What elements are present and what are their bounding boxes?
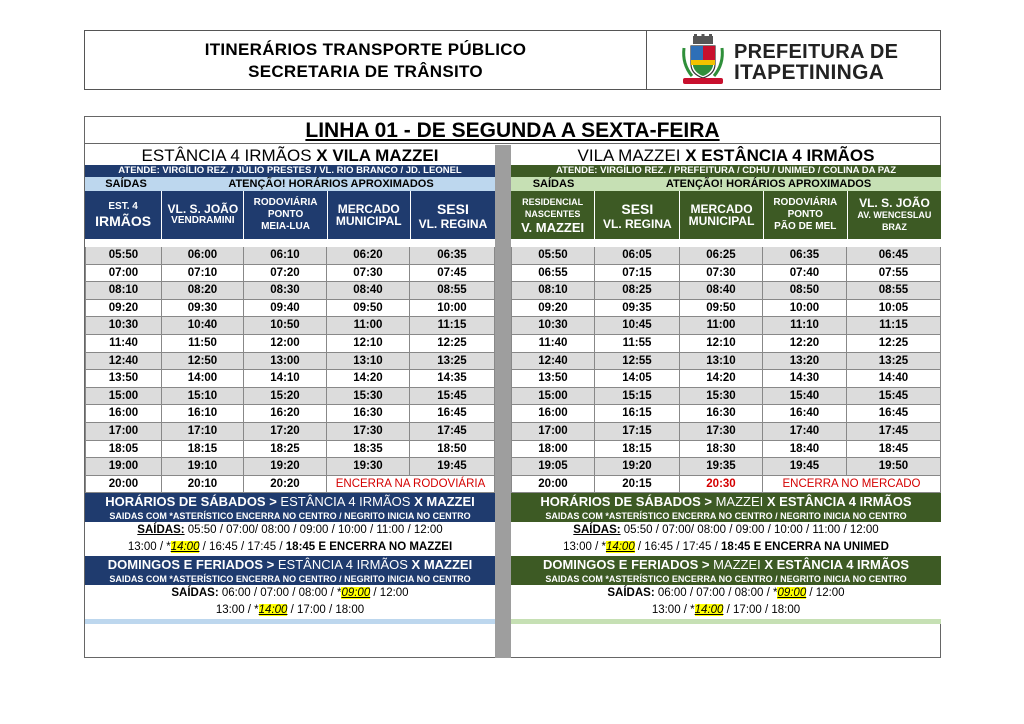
table-cell: 14:10 bbox=[244, 370, 327, 388]
table-cell: 12:40 bbox=[511, 353, 595, 371]
table-cell: 10:30 bbox=[511, 317, 595, 335]
table-cell: 12:40 bbox=[85, 353, 162, 371]
table-cell: 16:45 bbox=[410, 405, 495, 423]
col-header-3 bbox=[244, 191, 327, 239]
table-cell: 14:20 bbox=[327, 370, 410, 388]
table-cell: 16:30 bbox=[680, 405, 763, 423]
sunday-times-1a: 06:00 / 07:00 / 08:00 / * bbox=[218, 587, 342, 600]
route-origin: ESTÂNCIA 4 IRMÃOS bbox=[141, 146, 317, 165]
highlighted-time: 14:00 bbox=[605, 541, 635, 554]
col-header-text: RODOVIÁRIA bbox=[253, 197, 318, 208]
table-cell: 15:45 bbox=[847, 388, 941, 406]
saturday-times-2a: 13:00 / * bbox=[563, 541, 606, 554]
saturday-times-2a: 13:00 / * bbox=[127, 541, 171, 554]
table-cell: 11:55 bbox=[595, 335, 680, 353]
saturday-line-1 bbox=[85, 522, 495, 539]
panel-mazzei-to-estancia bbox=[511, 145, 941, 658]
saturday-title-c: X ESTÂNCIA 4 IRMÃOS bbox=[766, 494, 912, 510]
table-cell: 17:20 bbox=[244, 423, 327, 441]
col-header-text: MERCADO bbox=[337, 202, 400, 216]
table-cell: 17:45 bbox=[410, 423, 495, 441]
table-cell: 07:45 bbox=[410, 265, 495, 283]
saturday-banner bbox=[511, 493, 941, 522]
saturday-banner bbox=[85, 493, 495, 522]
table-cell: 10:05 bbox=[847, 300, 941, 318]
table-row bbox=[511, 405, 941, 423]
col-header-text: VENDRAMINI bbox=[171, 215, 235, 226]
header-line-1: ITINERÁRIOS TRANSPORTE PÚBLICO bbox=[204, 40, 527, 59]
table-cell: 12:10 bbox=[680, 335, 763, 353]
table-row bbox=[511, 423, 941, 441]
col-header-5 bbox=[411, 191, 495, 239]
table-cell: 07:20 bbox=[244, 265, 327, 283]
column-headers bbox=[511, 191, 941, 239]
table-row bbox=[511, 458, 941, 476]
table-cell: 08:40 bbox=[327, 282, 410, 300]
table-row bbox=[85, 370, 495, 388]
table-cell: 15:20 bbox=[244, 388, 327, 406]
sunday-title-a: DOMINGOS E FERIADOS > bbox=[542, 557, 714, 573]
table-cell: 15:30 bbox=[327, 388, 410, 406]
prefeitura-logo-block bbox=[648, 31, 940, 89]
table-cell: 19:50 bbox=[847, 458, 941, 476]
table-cell: 08:25 bbox=[595, 282, 680, 300]
table-cell: 05:50 bbox=[85, 247, 162, 265]
table-cell: 18:00 bbox=[511, 441, 595, 459]
table-cell: 17:00 bbox=[511, 423, 595, 441]
table-cell: 09:50 bbox=[327, 300, 410, 318]
table-cell: 14:05 bbox=[595, 370, 680, 388]
table-cell: 11:15 bbox=[410, 317, 495, 335]
saturday-title-c: X MAZZEI bbox=[414, 494, 475, 510]
table-cell: 12:50 bbox=[162, 353, 244, 371]
saidas-label: SAÍDAS: bbox=[607, 587, 655, 600]
table-cell: 18:45 bbox=[847, 441, 941, 459]
sunday-title bbox=[511, 556, 941, 574]
table-cell: 12:25 bbox=[847, 335, 941, 353]
sunday-times-2a: 13:00 / * bbox=[651, 604, 695, 617]
table-cell: 14:35 bbox=[410, 370, 495, 388]
table-row bbox=[85, 282, 495, 300]
table-cell: 17:00 bbox=[85, 423, 162, 441]
col-header-text: PÃO DE MEL bbox=[774, 221, 837, 232]
sunday-title-b: ESTÂNCIA 4 IRMÃOS bbox=[277, 557, 412, 573]
table-row bbox=[85, 388, 495, 406]
table-cell: 10:40 bbox=[162, 317, 244, 335]
line-title bbox=[84, 116, 941, 144]
table-cell: 18:50 bbox=[410, 441, 495, 459]
table-cell: 14:20 bbox=[680, 370, 763, 388]
table-cell: 16:45 bbox=[847, 405, 941, 423]
table-row bbox=[511, 282, 941, 300]
saidas-label: SAÍDAS bbox=[532, 178, 575, 190]
route-x: X bbox=[316, 146, 333, 165]
table-cell: 06:45 bbox=[847, 247, 941, 265]
table-cell: 19:45 bbox=[763, 458, 847, 476]
table-cell: 12:10 bbox=[327, 335, 410, 353]
table-cell: 15:10 bbox=[162, 388, 244, 406]
table-row bbox=[511, 370, 941, 388]
atencao-label: ATENÇÃO! HORÁRIOS APROXIMADOS bbox=[665, 178, 872, 190]
sunday-title-c: X ESTÂNCIA 4 IRMÃOS bbox=[764, 557, 910, 573]
col-header-text: VL. S. JOÃO bbox=[859, 196, 930, 210]
table-cell: 13:25 bbox=[847, 353, 941, 371]
table-row bbox=[85, 300, 495, 318]
table-cell: 09:20 bbox=[85, 300, 162, 318]
table-cell: 20:10 bbox=[162, 476, 244, 494]
saturday-last-departure: 18:45 E ENCERRA NA UNIMED bbox=[721, 541, 889, 554]
saturday-line-2 bbox=[511, 539, 941, 556]
saturday-times-2b: / 16:45 / 17:45 / bbox=[199, 541, 286, 554]
highlighted-time: 09:00 bbox=[777, 587, 807, 600]
saturday-title-a: HORÁRIOS DE SÁBADOS > bbox=[105, 494, 281, 510]
atencao-label: ATENÇÃO! HORÁRIOS APROXIMADOS bbox=[228, 178, 434, 190]
table-cell: 15:30 bbox=[680, 388, 763, 406]
sunday-times-1b: / 12:00 bbox=[806, 587, 845, 600]
city-crest-icon bbox=[680, 34, 726, 86]
saturday-title-b: MAZZEI bbox=[715, 494, 767, 510]
table-cell: 06:20 bbox=[327, 247, 410, 265]
table-cell: 08:10 bbox=[511, 282, 595, 300]
col-header-2 bbox=[595, 191, 680, 239]
table-cell: 11:00 bbox=[680, 317, 763, 335]
table-cell: 05:50 bbox=[511, 247, 595, 265]
panel-footer bbox=[85, 619, 495, 624]
table-row bbox=[511, 335, 941, 353]
sunday-line-2 bbox=[85, 602, 495, 619]
table-cell: 08:30 bbox=[244, 282, 327, 300]
table-cell: 20:15 bbox=[595, 476, 680, 494]
spacer bbox=[511, 239, 941, 247]
table-row bbox=[85, 265, 495, 283]
table-row bbox=[85, 405, 495, 423]
col-header-text: BRAZ bbox=[881, 222, 907, 232]
asterisk-note: SAIDAS COM *ASTERÍSTICO ENCERRA NO CENTRO / NEGRITO INICIA NO CENTRO bbox=[545, 574, 907, 585]
prefeitura-label: PREFEITURA DE bbox=[734, 41, 899, 63]
table-cell: 10:30 bbox=[85, 317, 162, 335]
table-cell: 16:40 bbox=[763, 405, 847, 423]
table-cell: 15:00 bbox=[511, 388, 595, 406]
column-headers bbox=[85, 191, 495, 239]
city-name-label: ITAPETININGA bbox=[734, 61, 885, 84]
table-row bbox=[511, 353, 941, 371]
sunday-banner bbox=[85, 556, 495, 585]
saturday-line-1 bbox=[511, 522, 941, 539]
table-cell: 11:15 bbox=[847, 317, 941, 335]
table-cell: 16:00 bbox=[85, 405, 162, 423]
col-header-text: VL. REGINA bbox=[602, 216, 672, 231]
col-header-text: MERCADO bbox=[690, 202, 753, 216]
table-cell: 13:00 bbox=[244, 353, 327, 371]
route-destination: ESTÂNCIA 4 IRMÃOS bbox=[701, 146, 875, 165]
table-cell: 20:30 bbox=[680, 476, 763, 494]
col-header-text: SESI bbox=[621, 200, 654, 217]
table-cell: 12:55 bbox=[595, 353, 680, 371]
sunday-times-1a: 06:00 / 07:00 / 08:00 / * bbox=[654, 587, 778, 600]
table-cell: 13:25 bbox=[410, 353, 495, 371]
table-cell: 19:10 bbox=[162, 458, 244, 476]
table-cell: 15:00 bbox=[85, 388, 162, 406]
table-cell: 10:45 bbox=[595, 317, 680, 335]
atende-bar: ATENDE: VIRGÍLIO REZ. / JÚLIO PRESTES / VL. RIO BRANCO / JD. LEONEL bbox=[85, 165, 495, 177]
table-row bbox=[511, 317, 941, 335]
highlighted-time: 14:00 bbox=[170, 541, 200, 554]
table-cell: 09:30 bbox=[162, 300, 244, 318]
table-cell: 13:20 bbox=[763, 353, 847, 371]
col-header-text: VL. S. JOÃO bbox=[167, 202, 239, 216]
table-cell: 17:45 bbox=[847, 423, 941, 441]
table-cell: 09:40 bbox=[244, 300, 327, 318]
subheader-bar bbox=[511, 177, 941, 191]
sunday-banner bbox=[511, 556, 941, 585]
col-header-text: NASCENTES bbox=[524, 208, 581, 219]
col-header-3 bbox=[680, 191, 763, 239]
table-cell: 08:55 bbox=[410, 282, 495, 300]
col-header-text: V. MAZZEI bbox=[521, 219, 585, 235]
table-cell: 11:50 bbox=[162, 335, 244, 353]
col-header-text: MUNICIPAL bbox=[335, 214, 402, 228]
col-header-text: PONTO bbox=[787, 209, 823, 220]
saturday-line-2 bbox=[85, 539, 495, 556]
sunday-title bbox=[85, 556, 495, 574]
saturday-title bbox=[85, 493, 495, 511]
table-row bbox=[85, 458, 495, 476]
table-cell: 09:50 bbox=[680, 300, 763, 318]
table-cell: 14:30 bbox=[763, 370, 847, 388]
sunday-title-a: DOMINGOS E FERIADOS > bbox=[107, 557, 278, 573]
sunday-line-2 bbox=[511, 602, 941, 619]
table-cell: 12:25 bbox=[410, 335, 495, 353]
col-header-text: RODOVIÁRIA bbox=[773, 197, 838, 208]
table-cell: 17:15 bbox=[595, 423, 680, 441]
table-row bbox=[85, 353, 495, 371]
table-cell: 12:20 bbox=[763, 335, 847, 353]
highlighted-time: 14:00 bbox=[694, 604, 724, 617]
table-cell: 08:50 bbox=[763, 282, 847, 300]
table-row bbox=[511, 300, 941, 318]
saturday-title-a: HORÁRIOS DE SÁBADOS > bbox=[540, 494, 716, 510]
asterisk-note: SAIDAS COM *ASTERÍSTICO ENCERRA NO CENTRO / NEGRITO INICIA NO CENTRO bbox=[545, 511, 907, 522]
saturday-title-b: ESTÂNCIA 4 IRMÃOS bbox=[280, 494, 415, 510]
spacer bbox=[85, 239, 495, 247]
route-destination: VILA MAZZEI bbox=[332, 146, 439, 165]
table-cell: 12:00 bbox=[244, 335, 327, 353]
table-row bbox=[85, 247, 495, 265]
table-cell: 15:15 bbox=[595, 388, 680, 406]
sunday-times-2b: / 17:00 / 18:00 bbox=[287, 604, 365, 617]
table-cell: 14:40 bbox=[847, 370, 941, 388]
table-row bbox=[511, 247, 941, 265]
saturday-times-2b: / 16:45 / 17:45 / bbox=[634, 541, 722, 554]
sunday-times-2a: 13:00 / * bbox=[215, 604, 259, 617]
table-cell: 17:30 bbox=[327, 423, 410, 441]
table-cell: 18:35 bbox=[327, 441, 410, 459]
route-title bbox=[85, 145, 495, 165]
table-cell: 06:05 bbox=[595, 247, 680, 265]
sunday-times-2b: / 17:00 / 18:00 bbox=[723, 604, 801, 617]
table-cell: 17:30 bbox=[680, 423, 763, 441]
table-cell: 10:00 bbox=[763, 300, 847, 318]
table-cell: 17:10 bbox=[162, 423, 244, 441]
col-header-text: RESIDENCIAL bbox=[522, 196, 584, 207]
col-header-text: AV. WENCESLAU bbox=[857, 210, 932, 220]
table-cell: 13:10 bbox=[680, 353, 763, 371]
header-line-2: SECRETARIA DE TRÂNSITO bbox=[248, 62, 483, 81]
schedule-rows bbox=[511, 247, 941, 493]
table-row bbox=[511, 441, 941, 459]
sunday-title-c: X MAZZEI bbox=[411, 557, 473, 573]
table-cell: 07:30 bbox=[327, 265, 410, 283]
col-header-1 bbox=[85, 191, 162, 239]
highlighted-time: 09:00 bbox=[341, 587, 371, 600]
saidas-label: SAÍDAS: bbox=[137, 524, 185, 537]
subheader-bar bbox=[85, 177, 495, 191]
col-header-4 bbox=[328, 191, 411, 239]
table-cell: 07:10 bbox=[162, 265, 244, 283]
atende-bar: ATENDE: VIRGÍLIO REZ. / PREFEITURA / CDHU / UNIMED / COLINA DA PAZ bbox=[511, 165, 941, 177]
table-cell: 11:10 bbox=[763, 317, 847, 335]
col-header-2 bbox=[162, 191, 244, 239]
table-cell: 16:00 bbox=[511, 405, 595, 423]
col-header-4 bbox=[764, 191, 848, 239]
table-cell: 15:45 bbox=[410, 388, 495, 406]
sunday-schedule bbox=[511, 585, 941, 619]
saidas-label: SAÍDAS bbox=[105, 178, 147, 190]
col-header-1 bbox=[511, 191, 595, 239]
table-cell: 07:40 bbox=[763, 265, 847, 283]
table-row bbox=[85, 423, 495, 441]
table-cell: 18:40 bbox=[763, 441, 847, 459]
panel-divider bbox=[495, 145, 511, 658]
col-header-text: SESI bbox=[436, 200, 469, 217]
table-cell: 17:40 bbox=[763, 423, 847, 441]
table-cell: 09:35 bbox=[595, 300, 680, 318]
table-cell: 16:15 bbox=[595, 405, 680, 423]
table-cell: 08:20 bbox=[162, 282, 244, 300]
table-cell: 13:50 bbox=[85, 370, 162, 388]
panel-estancia-to-mazzei bbox=[85, 145, 495, 658]
table-cell: 11:40 bbox=[85, 335, 162, 353]
table-cell: 13:10 bbox=[327, 353, 410, 371]
table-cell: 19:35 bbox=[680, 458, 763, 476]
header-title-block bbox=[85, 31, 647, 89]
table-row bbox=[511, 265, 941, 283]
table-cell: 19:20 bbox=[244, 458, 327, 476]
table-cell: ENCERRA NA RODOVIÁRIA bbox=[327, 476, 495, 494]
table-row bbox=[85, 441, 495, 459]
saidas-label: SAÍDAS: bbox=[171, 587, 219, 600]
col-header-text: PONTO bbox=[267, 209, 304, 220]
sunday-line-1 bbox=[85, 585, 495, 602]
col-header-text: EST. 4 bbox=[108, 200, 138, 212]
schedule-rows bbox=[85, 247, 495, 493]
table-cell: 19:05 bbox=[511, 458, 595, 476]
table-cell: 08:55 bbox=[847, 282, 941, 300]
saturday-schedule bbox=[85, 522, 495, 556]
table-cell: 20:00 bbox=[85, 476, 162, 494]
table-cell: 06:10 bbox=[244, 247, 327, 265]
panel-footer bbox=[511, 619, 941, 624]
table-row bbox=[85, 317, 495, 335]
line-title-text: LINHA 01 - DE SEGUNDA A SEXTA-FEIRA bbox=[305, 119, 720, 142]
table-cell: 06:35 bbox=[410, 247, 495, 265]
saturday-last-departure: 18:45 E ENCERRA NO MAZZEI bbox=[285, 541, 453, 554]
saturday-times-1: 05:50 / 07:00/ 08:00 / 09:00 / 10:00 / 11:00 / 12:00 bbox=[184, 524, 443, 537]
col-header-5 bbox=[848, 191, 941, 239]
sunday-schedule bbox=[85, 585, 495, 619]
highlighted-time: 14:00 bbox=[258, 604, 288, 617]
table-cell: 13:50 bbox=[511, 370, 595, 388]
saidas-label: SAÍDAS: bbox=[573, 524, 621, 537]
table-cell: 18:30 bbox=[680, 441, 763, 459]
table-cell: 18:05 bbox=[85, 441, 162, 459]
route-origin: VILA MAZZEI bbox=[577, 146, 686, 165]
table-cell: 14:00 bbox=[162, 370, 244, 388]
asterisk-note: SAIDAS COM *ASTERÍSTICO ENCERRA NO CENTRO / NEGRITO INICIA NO CENTRO bbox=[109, 511, 471, 522]
table-cell: 07:30 bbox=[680, 265, 763, 283]
table-cell: 06:00 bbox=[162, 247, 244, 265]
col-header-text: IRMÃOS bbox=[95, 212, 152, 229]
table-cell: 06:35 bbox=[763, 247, 847, 265]
table-cell: 16:10 bbox=[162, 405, 244, 423]
sunday-title-b: MAZZEI bbox=[713, 557, 765, 573]
table-cell: 11:00 bbox=[327, 317, 410, 335]
table-row bbox=[511, 476, 941, 494]
table-cell: ENCERRA NO MERCADO bbox=[763, 476, 941, 494]
page-header bbox=[84, 30, 941, 90]
table-cell: 11:40 bbox=[511, 335, 595, 353]
table-cell: 10:00 bbox=[410, 300, 495, 318]
col-header-text: MUNICIPAL bbox=[688, 214, 755, 228]
table-cell: 18:15 bbox=[162, 441, 244, 459]
table-cell: 19:00 bbox=[85, 458, 162, 476]
saturday-times-1: 05:50 / 07:00/ 08:00 / 09:00 / 10:00 / 11:00 / 12:00 bbox=[620, 524, 879, 537]
sunday-times-1b: / 12:00 bbox=[370, 587, 409, 600]
sunday-line-1 bbox=[511, 585, 941, 602]
col-header-text: MEIA-LUA bbox=[261, 221, 310, 232]
table-cell: 18:25 bbox=[244, 441, 327, 459]
table-cell: 18:15 bbox=[595, 441, 680, 459]
table-cell: 06:25 bbox=[680, 247, 763, 265]
saturday-title bbox=[511, 493, 941, 511]
table-cell: 15:40 bbox=[763, 388, 847, 406]
table-cell: 19:30 bbox=[327, 458, 410, 476]
table-cell: 08:40 bbox=[680, 282, 763, 300]
saturday-schedule bbox=[511, 522, 941, 556]
route-x: X bbox=[685, 146, 702, 165]
col-header-text: VL. REGINA bbox=[418, 216, 488, 231]
route-title bbox=[511, 145, 941, 165]
table-cell: 16:20 bbox=[244, 405, 327, 423]
asterisk-note: SAIDAS COM *ASTERÍSTICO ENCERRA NO CENTRO / NEGRITO INICIA NO CENTRO bbox=[109, 574, 471, 585]
table-cell: 07:00 bbox=[85, 265, 162, 283]
table-cell: 10:50 bbox=[244, 317, 327, 335]
table-cell: 08:10 bbox=[85, 282, 162, 300]
table-cell: 16:30 bbox=[327, 405, 410, 423]
table-cell: 07:15 bbox=[595, 265, 680, 283]
table-cell: 19:20 bbox=[595, 458, 680, 476]
table-row bbox=[85, 335, 495, 353]
table-cell: 20:20 bbox=[244, 476, 327, 494]
table-cell: 20:00 bbox=[511, 476, 595, 494]
table-row bbox=[85, 476, 495, 494]
table-cell: 07:55 bbox=[847, 265, 941, 283]
table-row bbox=[511, 388, 941, 406]
table-cell: 19:45 bbox=[410, 458, 495, 476]
table-cell: 06:55 bbox=[511, 265, 595, 283]
table-cell: 09:20 bbox=[511, 300, 595, 318]
